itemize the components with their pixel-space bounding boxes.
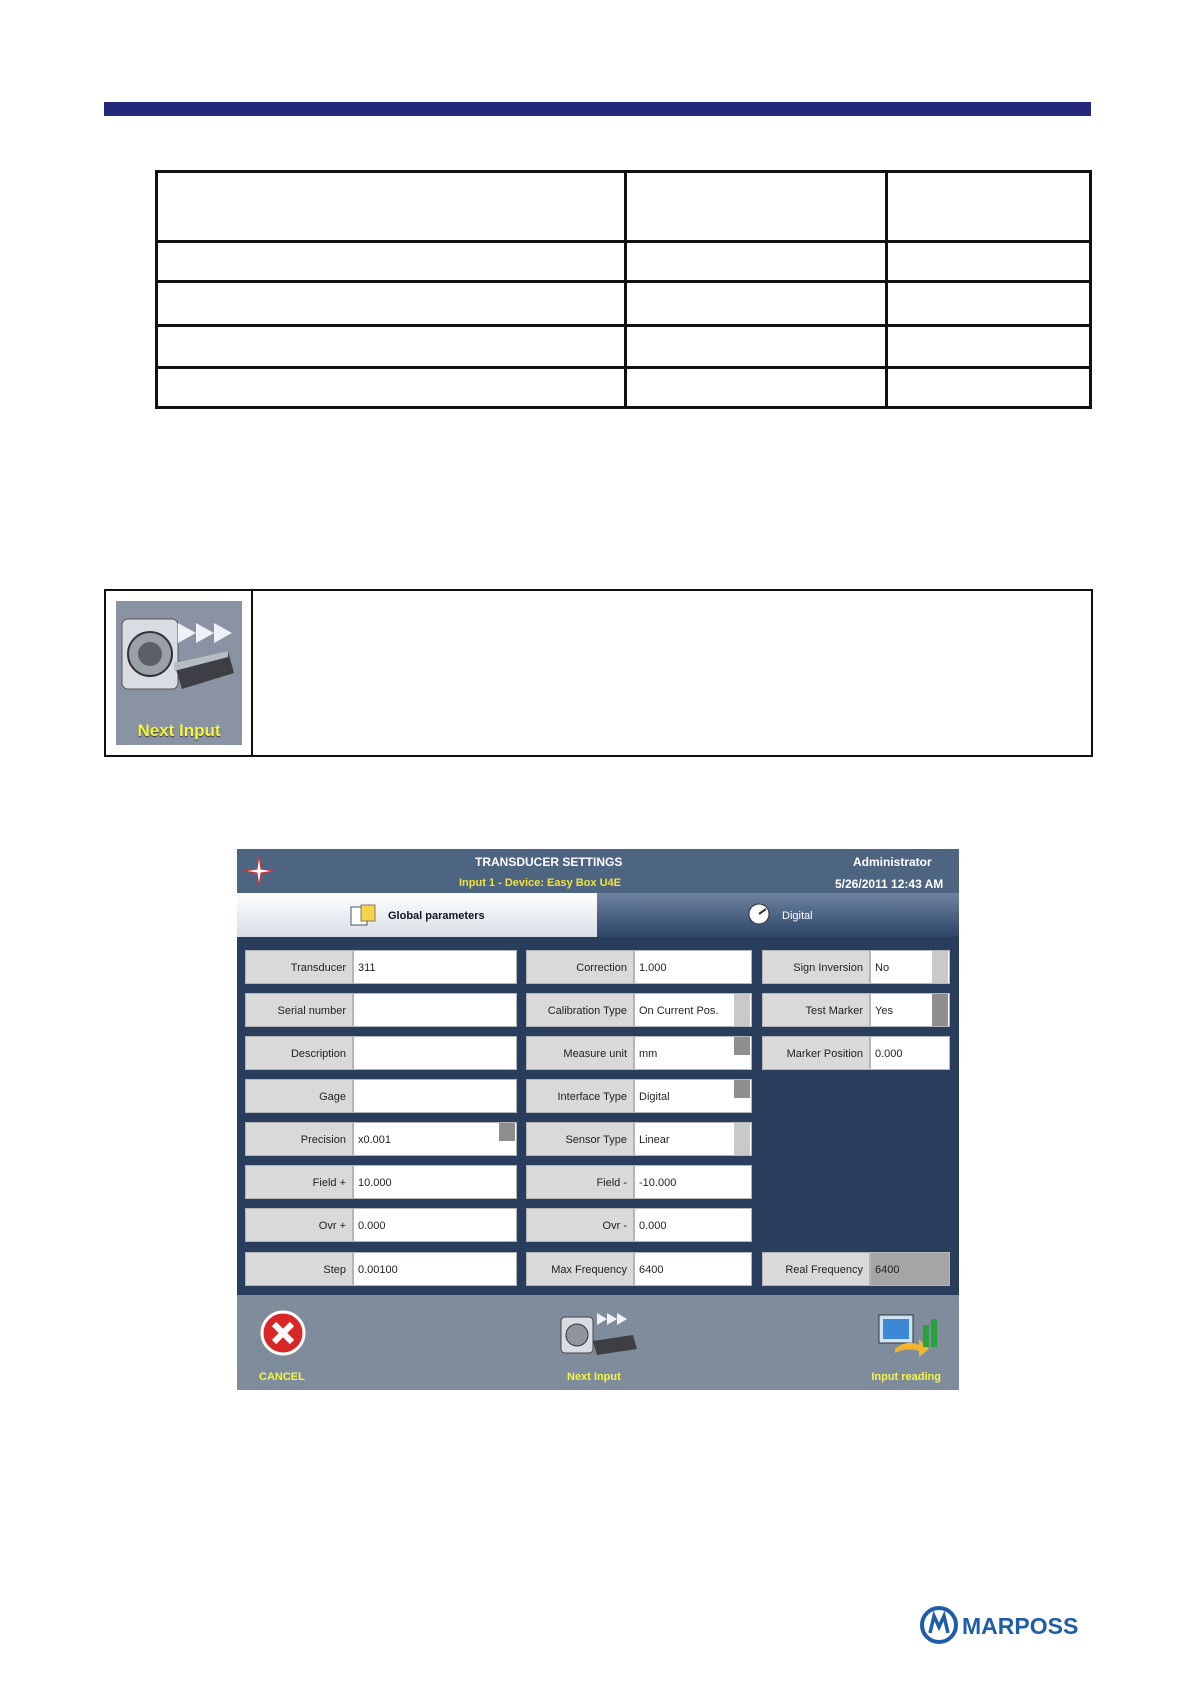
field-ovr-minus[interactable] xyxy=(526,1208,752,1242)
connector-icon xyxy=(116,601,242,721)
field-label: Serial number xyxy=(245,993,353,1027)
table-cell xyxy=(626,368,887,408)
field-value[interactable]: 0.000 xyxy=(870,1036,950,1070)
field-label: Step xyxy=(245,1252,353,1286)
field-sensor-type[interactable] xyxy=(526,1122,752,1156)
next-input-icon-label: Next Input xyxy=(137,721,221,740)
header-rule xyxy=(104,102,1091,116)
scrollbar[interactable] xyxy=(734,994,750,1026)
field-value[interactable]: Digital xyxy=(634,1079,752,1113)
field-label: Precision xyxy=(245,1122,353,1156)
field-label: Field - xyxy=(526,1165,634,1199)
brand-text: MARPOSS xyxy=(962,1613,1079,1639)
field-value[interactable]: 10.000 xyxy=(353,1165,517,1199)
table-cell xyxy=(887,242,1091,282)
field-field-plus[interactable] xyxy=(245,1165,517,1199)
field-marker-position[interactable] xyxy=(762,1036,950,1070)
next-input-icon xyxy=(116,601,242,745)
field-value[interactable]: -10.000 xyxy=(634,1165,752,1199)
field-label: Gage xyxy=(245,1079,353,1113)
cancel-label: CANCEL xyxy=(259,1371,305,1383)
marposs-logo xyxy=(920,1605,1095,1650)
field-label: Ovr + xyxy=(245,1208,353,1242)
scrollbar[interactable] xyxy=(734,1123,750,1155)
table-cell xyxy=(887,368,1091,408)
field-correction[interactable] xyxy=(526,950,752,984)
table-cell xyxy=(626,326,887,368)
field-value[interactable]: x0.001 xyxy=(353,1122,517,1156)
field-value[interactable]: 311 xyxy=(353,950,517,984)
field-value[interactable]: 0.000 xyxy=(634,1208,752,1242)
datetime-label: 5/26/2011 12:43 AM xyxy=(835,877,944,891)
user-label: Administrator xyxy=(853,855,932,869)
field-max-frequency[interactable] xyxy=(526,1252,752,1286)
field-label: Max Frequency xyxy=(526,1252,634,1286)
tab-bar xyxy=(237,893,959,937)
table-cell xyxy=(887,172,1091,242)
input-reading-label: Input reading xyxy=(871,1371,941,1383)
scrollbar[interactable] xyxy=(932,951,948,983)
tab-global-label: Global parameters xyxy=(388,910,485,922)
field-field-minus[interactable] xyxy=(526,1165,752,1199)
table-cell xyxy=(157,172,626,242)
field-label: Sign Inversion xyxy=(762,950,870,984)
next-input-button[interactable] xyxy=(555,1305,645,1387)
scrollbar[interactable] xyxy=(932,994,948,1026)
field-test-marker[interactable] xyxy=(762,993,950,1027)
field-step[interactable] xyxy=(245,1252,517,1286)
cancel-icon xyxy=(259,1309,307,1357)
field-calibration-type[interactable] xyxy=(526,993,752,1027)
field-label: Sensor Type xyxy=(526,1122,634,1156)
settings-doc-icon xyxy=(349,903,379,927)
field-value[interactable] xyxy=(353,993,517,1027)
next-input-note xyxy=(104,589,1093,757)
tab-digital[interactable] xyxy=(597,893,959,937)
table-cell xyxy=(157,282,626,326)
field-label: Calibration Type xyxy=(526,993,634,1027)
field-description[interactable] xyxy=(245,1036,517,1070)
field-value[interactable] xyxy=(353,1079,517,1113)
table-cell xyxy=(157,242,626,282)
screen-subtitle: Input 1 - Device: Easy Box U4E xyxy=(459,877,621,889)
bottom-toolbar xyxy=(237,1295,959,1390)
input-reading-icon xyxy=(875,1309,945,1359)
field-value[interactable]: 0.00100 xyxy=(353,1252,517,1286)
field-label: Real Frequency xyxy=(762,1252,870,1286)
field-value[interactable]: Yes xyxy=(870,993,950,1027)
table-cell xyxy=(887,326,1091,368)
next-input-icon xyxy=(559,1309,639,1359)
field-value[interactable]: Linear xyxy=(634,1122,752,1156)
field-label: Transducer xyxy=(245,950,353,984)
field-real-frequency xyxy=(762,1252,950,1286)
field-sign-inversion[interactable] xyxy=(762,950,950,984)
field-label: Description xyxy=(245,1036,353,1070)
field-label: Ovr - xyxy=(526,1208,634,1242)
field-precision[interactable] xyxy=(245,1122,517,1156)
field-measure-unit[interactable] xyxy=(526,1036,752,1070)
scrollbar[interactable] xyxy=(734,1080,750,1098)
table-cell xyxy=(157,326,626,368)
tab-global-parameters[interactable] xyxy=(237,893,597,937)
field-value[interactable]: On Current Pos. xyxy=(634,993,752,1027)
field-interface-type[interactable] xyxy=(526,1079,752,1113)
field-value[interactable]: 6400 xyxy=(634,1252,752,1286)
tab-digital-label: Digital xyxy=(782,910,813,922)
field-value[interactable]: 1.000 xyxy=(634,950,752,984)
table-cell xyxy=(626,282,887,326)
field-gage[interactable] xyxy=(245,1079,517,1113)
marposs-logo-mark xyxy=(920,1605,1095,1645)
field-label: Correction xyxy=(526,950,634,984)
screen-title: TRANSDUCER SETTINGS xyxy=(475,855,623,869)
field-ovr-plus[interactable] xyxy=(245,1208,517,1242)
field-value: 6400 xyxy=(870,1252,950,1286)
next-input-label: Next Input xyxy=(567,1371,621,1383)
table-cell xyxy=(626,242,887,282)
compass-star-icon xyxy=(243,855,275,887)
field-value[interactable] xyxy=(353,1036,517,1070)
scrollbar[interactable] xyxy=(734,1037,750,1055)
note-icon-cell xyxy=(106,591,253,755)
empty-table xyxy=(155,170,1092,409)
field-label: Interface Type xyxy=(526,1079,634,1113)
field-value[interactable]: 0.000 xyxy=(353,1208,517,1242)
field-label: Field + xyxy=(245,1165,353,1199)
field-serial-number[interactable] xyxy=(245,993,517,1027)
gauge-icon xyxy=(744,901,774,927)
table-cell xyxy=(157,368,626,408)
field-label: Marker Position xyxy=(762,1036,870,1070)
field-value[interactable]: mm xyxy=(634,1036,752,1070)
table-cell xyxy=(626,172,887,242)
field-label: Test Marker xyxy=(762,993,870,1027)
cancel-button[interactable] xyxy=(249,1305,313,1387)
field-label: Measure unit xyxy=(526,1036,634,1070)
field-value[interactable]: No xyxy=(870,950,950,984)
table-cell xyxy=(887,282,1091,326)
input-reading-button[interactable] xyxy=(867,1305,957,1387)
field-transducer[interactable] xyxy=(245,950,517,984)
screen-header xyxy=(237,849,959,893)
scrollbar[interactable] xyxy=(499,1123,515,1141)
transducer-settings-screen xyxy=(237,849,959,1390)
